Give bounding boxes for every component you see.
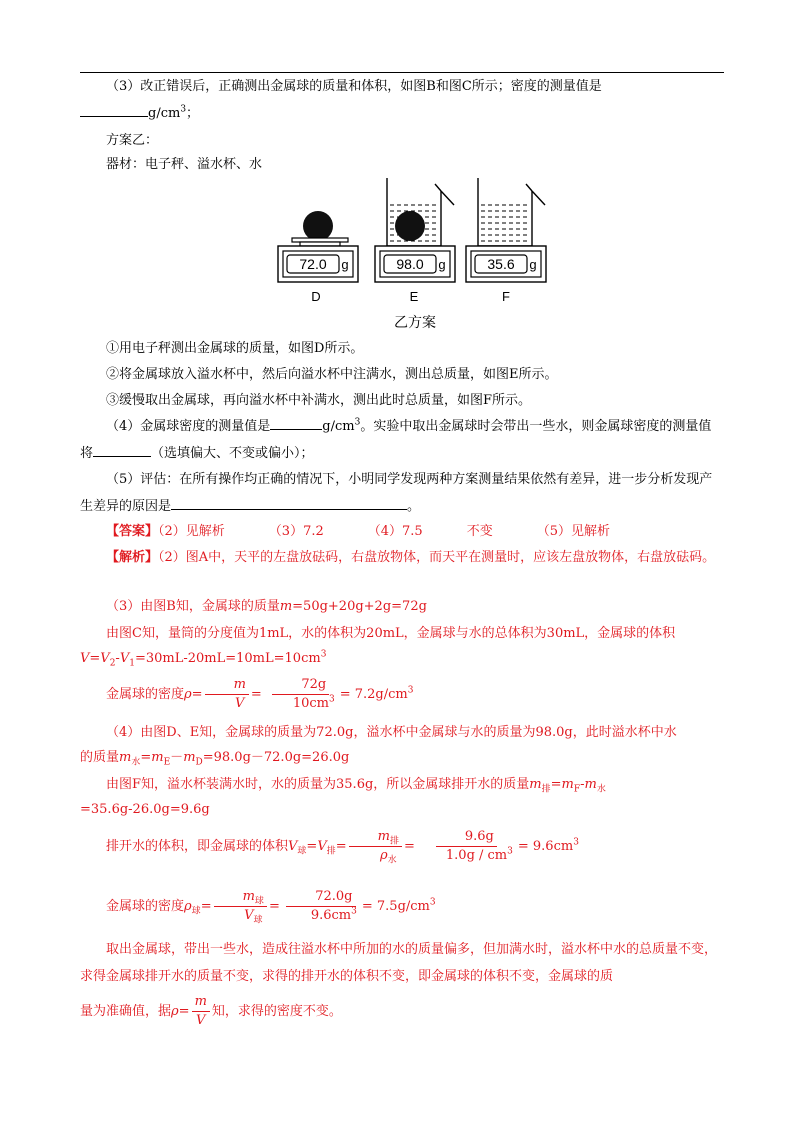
- subscript: 水: [131, 757, 141, 768]
- question-3-text: （3）改正错误后，正确测出金属球的质量和体积，如图B和图C所示；密度的测量值是: [106, 79, 602, 94]
- unit-text: g/cm: [148, 106, 181, 121]
- analysis-figure-c: [80, 620, 724, 647]
- overflow-cup-icon: [478, 178, 532, 246]
- symbol: ρ: [184, 899, 192, 914]
- step-1-text: ①用电子秤测出金属球的质量，如图D所示。: [106, 341, 364, 356]
- subscript: 球: [191, 906, 201, 917]
- question-4-text: （4）金属球密度的测量值是: [106, 419, 271, 434]
- answer-item: （5）见解析: [536, 524, 610, 539]
- scale-f-unit: g: [529, 257, 537, 272]
- operator: =: [403, 839, 415, 854]
- step-2-text: ②将金属球放入溢水杯中，然后向溢水杯中注满水，测出总质量，如图E所示。: [106, 367, 558, 382]
- scale-f: [466, 178, 546, 304]
- denominator: [215, 907, 265, 925]
- analysis-water-mass: [80, 744, 724, 771]
- denominator: V: [196, 1013, 206, 1028]
- fraction: [214, 888, 267, 925]
- scale-d-unit: g: [341, 257, 349, 272]
- denominator-text: 1.0g / cm: [445, 848, 508, 863]
- figure-caption: 乙方案: [394, 315, 436, 331]
- answer-blank[interactable]: [171, 495, 407, 510]
- scale-e-unit: g: [438, 257, 446, 272]
- symbol: ρ: [171, 1004, 179, 1019]
- unit-superscript: 3: [180, 104, 187, 115]
- scales-diagram: [270, 173, 560, 333]
- punctuation: ；: [186, 106, 200, 121]
- symbol: V: [288, 839, 298, 854]
- analysis-text: 知，求得的密度不变。: [211, 1004, 342, 1019]
- fraction: [282, 888, 360, 925]
- analysis-text: 的质量: [80, 750, 120, 765]
- density-formula-1: [80, 675, 724, 715]
- symbol: m: [119, 750, 132, 765]
- symbol: m: [151, 750, 164, 765]
- superscript: 3: [328, 694, 335, 705]
- operator: =: [268, 899, 280, 914]
- subscript: 球: [254, 896, 264, 907]
- operator: =: [250, 687, 262, 702]
- question-4-text-2: 。实验中取出金属球时会带出一些水，则金属球密度的测量值将: [80, 419, 712, 461]
- step-3: [80, 387, 724, 414]
- figure-label-f: F: [502, 289, 510, 304]
- symbol: m: [183, 750, 196, 765]
- answer-blank[interactable]: [93, 442, 151, 457]
- subscript: 球: [253, 915, 263, 926]
- fraction: [349, 828, 402, 865]
- metal-ball-icon: [395, 211, 425, 241]
- numerator: m: [192, 993, 210, 1012]
- operator: =: [550, 777, 562, 792]
- step-2: [80, 361, 724, 388]
- answer-blank[interactable]: [80, 102, 148, 117]
- symbol: m: [279, 599, 293, 614]
- superscript: 3: [573, 837, 579, 848]
- plan-b-title-text: 方案乙：: [106, 133, 159, 148]
- symbol: m: [242, 889, 255, 904]
- answer-item: （2）见解析: [158, 524, 225, 539]
- superscript: 3: [320, 649, 327, 660]
- scale-d: [278, 211, 358, 304]
- symbol: m: [561, 777, 574, 792]
- symbol: V: [317, 839, 327, 854]
- analysis-text: 金属球的密度: [106, 687, 185, 702]
- question-5: [80, 466, 724, 520]
- volume-formula: [80, 825, 724, 869]
- numerator: 9.6g: [436, 828, 497, 847]
- numerator: [349, 828, 402, 847]
- analysis-conclusion: [80, 936, 724, 990]
- symbol: V: [119, 651, 130, 666]
- superscript: 3: [507, 846, 513, 857]
- subscript: 排: [389, 836, 399, 847]
- analysis-conclusion-end: [80, 992, 724, 1032]
- symbol: V: [100, 651, 110, 666]
- scale-f-reading: 35.6: [487, 256, 515, 272]
- density-formula-2: [80, 885, 724, 929]
- analysis-text: =30mL-20mL=10mL=10cm: [134, 651, 321, 666]
- symbol: V: [80, 651, 90, 666]
- operator: =: [335, 839, 347, 854]
- unit-text: g/cm: [322, 419, 355, 434]
- operator: =: [178, 1004, 190, 1019]
- analysis-text: 排开水的体积，即金属球的体积: [106, 839, 289, 854]
- denominator: [417, 847, 516, 865]
- subscript: E: [163, 757, 171, 768]
- subscript: 排: [541, 784, 551, 795]
- step-1: [80, 335, 724, 362]
- question-4: [80, 413, 724, 467]
- denominator: [282, 907, 360, 925]
- step-3-text: ③缓慢取出金属球，再向溢水杯中补满水，测出此时总质量，如图F所示。: [106, 393, 532, 408]
- experiment-figure: [270, 173, 560, 333]
- analysis-volume: [80, 645, 724, 672]
- scale-e: [375, 178, 455, 304]
- denominator-text: 9.6cm: [310, 908, 352, 923]
- denominator: [264, 695, 338, 713]
- analysis-text: 量为准确值，据: [80, 1004, 172, 1019]
- analysis-figure-f: [80, 771, 724, 798]
- analysis-text: （4）由图D、E知，金属球的质量为72.0g，溢水杯中金属球与水的质量为98.0g，此时溢水杯中水: [106, 725, 677, 740]
- fraction: [205, 676, 249, 713]
- operator: =: [89, 651, 101, 666]
- operator: -: [115, 651, 120, 666]
- symbol: m: [529, 777, 542, 792]
- analysis-text: 金属球的密度: [106, 899, 185, 914]
- punctuation: 。: [407, 499, 421, 514]
- analysis-text: =35.6g-26.0g=9.6g: [80, 802, 210, 817]
- analysis-text: （3）由图B知，金属球的质量: [106, 599, 280, 614]
- symbol: ρ: [379, 848, 388, 863]
- superscript: 3: [429, 897, 436, 908]
- analysis-part-2: [80, 544, 724, 571]
- equipment-text: 器材：电子秤、溢水杯、水: [106, 157, 263, 172]
- subscript: 排: [326, 846, 336, 857]
- operator: =: [140, 750, 152, 765]
- analysis-text: =98.0g－72.0g=26.0g: [202, 750, 350, 765]
- result: = 9.6cm: [517, 839, 574, 854]
- operator: -: [580, 777, 585, 792]
- answer-blank[interactable]: [270, 415, 322, 430]
- fraction: [264, 676, 338, 713]
- superscript: 3: [407, 685, 414, 696]
- answer-item: （3）7.2: [268, 524, 324, 539]
- analysis-text: （2）图A中，天平的左盘放砝码，右盘放物体，而天平在测量时，应该左盘放物体，右盘放砝码。: [158, 550, 716, 565]
- plan-b-title: [80, 127, 724, 154]
- question-5-text: （5）评估：在所有操作均正确的情况下，小明同学发现两种方案测量结果依然有差异，进一步分析发现产生差异的原因是: [80, 472, 713, 514]
- answer-item: 不变: [466, 524, 493, 539]
- subscript: D: [195, 757, 203, 768]
- symbol: ρ: [184, 687, 192, 702]
- symbol: m: [584, 777, 597, 792]
- subscript: 1: [129, 658, 135, 669]
- metal-ball-icon: [303, 211, 333, 241]
- numerator: m: [205, 676, 249, 695]
- answer-tag: 【答案】: [106, 524, 159, 539]
- analysis-displaced-mass: [80, 796, 724, 823]
- question-3: [80, 73, 724, 100]
- answer-line: [80, 518, 724, 545]
- question-3-answer-line: [80, 100, 724, 127]
- analysis-tag: 【解析】: [106, 550, 159, 565]
- fraction: [417, 828, 516, 865]
- analysis-text: 由图C知，量筒的分度值为1mL，水的体积为20mL，金属球与水的总体积为30mL，金属球的体积: [106, 626, 676, 641]
- figure-label-d: D: [311, 289, 321, 304]
- analysis-part-4: [80, 719, 724, 746]
- analysis-part-3: [80, 593, 724, 620]
- result: = 7.2g/cm: [339, 687, 408, 702]
- subscript: 2: [109, 658, 116, 669]
- subscript: 水: [387, 855, 397, 866]
- denominator: [351, 847, 400, 865]
- figure-label-e: E: [409, 289, 419, 304]
- symbol: m: [377, 829, 390, 844]
- subscript: 球: [297, 846, 307, 857]
- operator: =: [191, 687, 203, 702]
- analysis-text: 由图F知，溢水杯装满水时，水的质量为35.6g，所以金属球排开水的质量: [106, 777, 530, 792]
- subscript: F: [573, 784, 581, 795]
- symbol: V: [244, 908, 254, 923]
- scale-e-reading: 98.0: [396, 256, 424, 272]
- operator: －: [170, 750, 184, 765]
- question-4-text-3: （选填偏大、不变或偏小）；: [151, 446, 314, 461]
- numerator: 72.0g: [286, 888, 355, 907]
- unit-superscript: 3: [354, 417, 361, 428]
- numerator: 72g: [272, 676, 329, 695]
- answer-item: （4）7.5: [367, 524, 423, 539]
- analysis-text: 取出金属球，带出一些水，造成往溢水杯中所加的水的质量偏多，但加满水时，溢水杯中水的总质量不变，求得金属球排开水的质量不变，求得的排开水的体积不变，即金属球的体积不变，金属球的质: [80, 942, 718, 984]
- operator: =: [200, 899, 212, 914]
- fraction: [192, 993, 210, 1030]
- analysis-text: =50g+20g+2g=72g: [292, 599, 427, 614]
- subscript: 水: [596, 784, 606, 795]
- scale-d-reading: 72.0: [299, 256, 327, 272]
- denominator: V: [235, 696, 245, 711]
- numerator: [214, 888, 267, 907]
- superscript: 3: [351, 906, 357, 917]
- denominator-text: 10cm: [292, 696, 329, 711]
- result: = 7.5g/cm: [361, 899, 430, 914]
- operator: =: [306, 839, 318, 854]
